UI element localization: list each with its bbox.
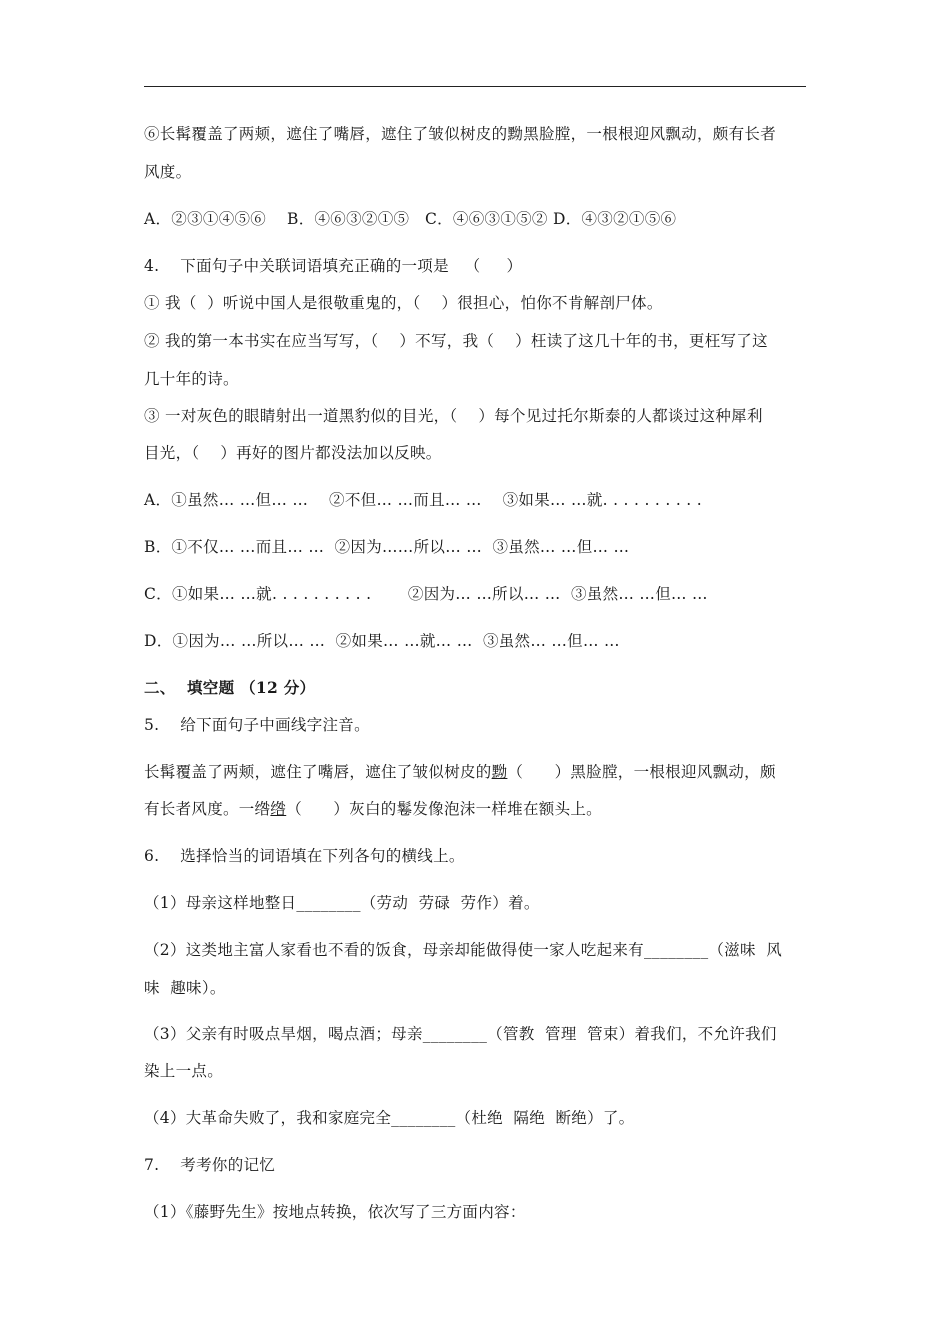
q6-item-4: （4）大革命失败了，我和家庭完全________（杜绝 隔绝 断绝）了。	[144, 1109, 635, 1127]
q6-item-3-line1: （3）父亲有时吸点旱烟，喝点酒；母亲________（管教 管理 管束）着我们，不允许我们	[144, 1025, 777, 1043]
q5-marked-char-2: 绺	[270, 800, 287, 818]
q3-item6-line1: ⑥长髯覆盖了两颊，遮住了嘴唇，遮住了皱似树皮的黝黑脸膛，一根根迎风飘动，颇有长者	[144, 125, 777, 143]
q6-stem: 6. 选择恰当的词语填在下列各句的横线上。	[144, 847, 465, 865]
q4-sentence-2-line1: ② 我的第一本书实在应当写写，（ ）不写，我（ ）枉读了这几十年的书，更枉写了这	[144, 332, 768, 350]
q4-sentence-1: ① 我（ ）听说中国人是很敬重鬼的，（ ）很担心，怕你不肯解剖尸体。	[144, 294, 663, 312]
q4-option-d: D．①因为… …所以… … ②如果… …就… … ③虽然… …但… …	[144, 632, 620, 650]
q7-stem: 7. 考考你的记忆	[144, 1156, 276, 1174]
q5-line1-before: 长髯覆盖了两颊，遮住了嘴唇，遮住了皱似树皮的	[144, 763, 492, 781]
q5-line2	[144, 799, 810, 819]
q6-item-1: （1）母亲这样地整日________（劳动 劳碌 劳作）着。	[144, 894, 540, 912]
q4-sentence-3-line1: ③ 一对灰色的眼睛射出一道黑豹似的目光，（ ）每个见过托尔斯泰的人都谈过这种犀利	[144, 407, 763, 425]
q4-sentence-3-line2: 目光，（ ）再好的图片都没法加以反映。	[144, 444, 442, 462]
q3-item6-line2: 风度。	[144, 163, 192, 181]
q4-option-b: B．①不仅… …而且… … ②因为……所以… … ③虽然… …但… …	[144, 538, 630, 556]
q4-option-c: C．①如果… …就. . . . . . . . . . ②因为… …所以… … ③虽然… …但… …	[144, 585, 708, 603]
q4-option-a: A．①虽然… …但… … ②不但… …而且… … ③如果… …就. . . . . . . . . .	[144, 491, 702, 509]
q3-options: A．②③①④⑤⑥ B．④⑥③②①⑤ C．④⑥③①⑤② D．④③②①⑤⑥	[144, 210, 677, 228]
q5-line1	[144, 762, 810, 782]
q5-line2-after: （ ）灰白的鬈发像泡沫一样堆在额头上。	[286, 800, 602, 818]
q6-item-2-line2: 味 趣味）。	[144, 979, 226, 997]
q6-item-3-line2: 染上一点。	[144, 1062, 224, 1080]
q5-line1-after: （ ）黑脸膛，一根根迎风飘动，颇	[507, 763, 776, 781]
q6-item-2-line1: （2）这类地主富人家看也不看的饭食，母亲却能做得使一家人吃起来有________（滋味 风	[144, 941, 783, 959]
q5-line2-before: 有长者风度。一绺	[144, 800, 271, 818]
q4-stem: 4. 下面句子中关联词语填充正确的一项是 （ ）	[144, 257, 523, 275]
q7-item-1: （1）《藤野先生》按地点转换，依次写了三方面内容：	[144, 1203, 526, 1221]
header-rule	[144, 86, 806, 87]
q5-stem: 5. 给下面句子中画线字注音。	[144, 716, 370, 734]
q4-sentence-2-line2: 几十年的诗。	[144, 370, 239, 388]
q5-marked-char-1: 黝	[491, 763, 508, 781]
section-heading: 二、 填空题 （12 分）	[144, 678, 316, 697]
